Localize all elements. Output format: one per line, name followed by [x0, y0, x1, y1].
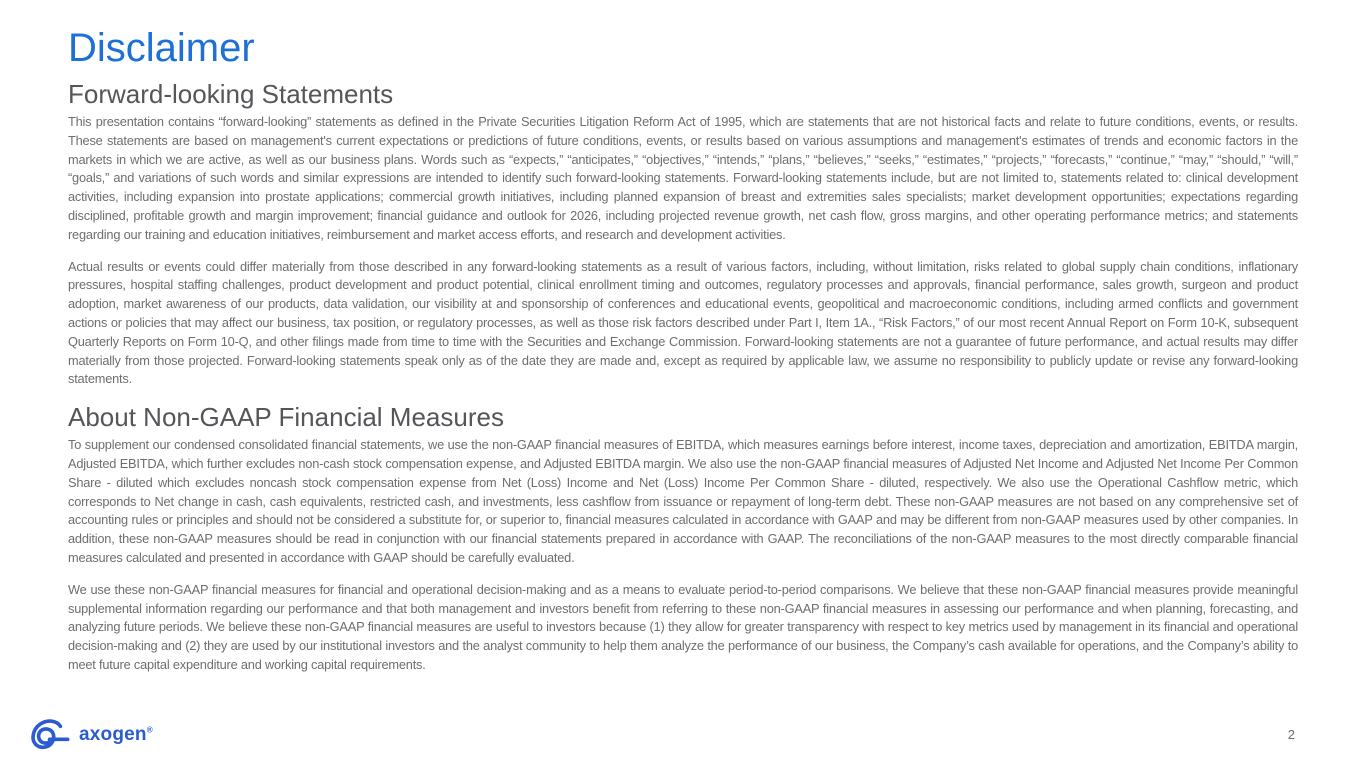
section-non-gaap [68, 402, 1298, 675]
axogen-logo-icon [30, 718, 72, 752]
page-title: Disclaimer [68, 26, 255, 70]
paragraph-forward-looking-2: Actual results or events could differ materially from those described in any forward-looking statements as a result of various factors, including, without limitation, risks related to global supply chain conditions, inflationary pressures, hospital staffing challenges, product development and product potential, clinical enrollment timing and outcomes, regulatory processes and approvals, financial performance, sales growth, surgeon and product adoption, market awareness of our products, data validation, our visibility at and sponsorship of conferences and educational events, geopolitical and macroeconomic conditions, including armed conflicts and government actions or policies that may affect our business, tax position, or regulatory processes, as well as those risk factors described under Part I, Item 1A., “Risk Factors,” of our most recent Annual Report on Form 10-K, subsequent Quarterly Reports on Form 10-Q, and other filings made from time to time with the Securities and Exchange Commission. Forward-looking statements are not a guarantee of future performance, and actual results may differ materially from those projected. Forward-looking statements speak only as of the date they are made and, except as required by applicable law, we assume no responsibility to publicly update or revise any forward-looking statements. [68, 258, 1298, 387]
paragraph-non-gaap-1: To supplement our condensed consolidated financial statements, we use the non-GAAP financial measures of EBITDA, which measures earnings before interest, income taxes, depreciation and amortization, EBITDA margin, Adjusted EBITDA, which further excludes non-cash stock compensation expense, and Adjusted EBITDA margin. We also use the non-GAAP financial measures of Adjusted Net Income and Adjusted Net Income Per Common Share - diluted which excludes noncash stock compensation expense from Net (Loss) Income and Net (Loss) Income Per Common Share - diluted, respectively. We also use the Operational Cashflow metric, which corresponds to Net change in cash, cash equivalents, restricted cash, and investments, less cashflow from issuance or repayment of long-term debt. These non-GAAP measures are not based on any comprehensive set of accounting rules or principles and should not be considered a substitute for, or superior to, financial measures calculated in accordance with GAAP and may be different from non-GAAP measures used by other companies. In addition, these non-GAAP measures should be read in conjunction with our financial statements prepared in accordance with GAAP. The reconciliations of the non-GAAP measures to the most directly comparable financial measures calculated and presented in accordance with GAAP should be carefully evaluated. [68, 437, 1298, 565]
section-forward-looking [68, 79, 1298, 389]
paragraph-forward-looking-1: This presentation contains “forward-looking” statements as defined in the Private Securities Litigation Reform Act of 1995, which are statements that are not historical facts and relate to future conditions, events, or results. These statements are based on management's current expectations or predictions of future conditions, events, or results based on various assumptions and management's estimates of trends and economic factors in the markets in which we are active, as well as our business plans. Words such as “expects,” “anticipates,” “objectives,” “intends,” “plans,” “believes,” “seeks,” “estimates,” “projects,” “forecasts,” “continue,” “may,” “should,” “will,” “goals,” and variations of such words and similar expressions are intended to identify such forward-looking statements. Forward-looking statements include, but are not limited to, statements related to: clinical development activities, including expansion into prostate applications; commercial growth initiatives, including planned expansion of breast and extremities sales specialists; market development opportunities; expectations regarding disciplined, profitable growth and margin improvement; financial guidance and outlook for 2026, including projected revenue growth, net cash flow, gross margins, and other operating performance metrics; and statements regarding our training and education initiatives, reimbursement and market access efforts, and research and development activities. [68, 114, 1298, 242]
paragraph-non-gaap-2: We use these non-GAAP financial measures for financial and operational decision-making and as a means to evaluate period-to-period comparisons. We believe that these non-GAAP financial measures provide meaningful supplemental information regarding our performance and that both management and investors benefit from referring to these non-GAAP financial measures in assessing our performance and when planning, forecasting, and analyzing future periods. We believe these non-GAAP financial measures are useful to investors because (1) they allow for greater transparency with respect to key metrics used by management in its financial and operational decision-making and (2) they are used by our institutional investors and the analyst community to help them analyze the performance of our business, the Company’s cash available for operations, and the Company’s ability to meet future capital expenditure and working capital requirements. [68, 581, 1298, 672]
page-number: 2 [1287, 727, 1295, 742]
section-heading-non-gaap: About Non-GAAP Financial Measures [68, 402, 504, 433]
registered-trademark-symbol: ® [146, 725, 153, 735]
axogen-logo [30, 718, 153, 752]
slide-content [68, 26, 1298, 688]
axogen-logo-wordmark: axogen® [79, 724, 153, 745]
section-heading-forward-looking: Forward-looking Statements [68, 79, 394, 109]
